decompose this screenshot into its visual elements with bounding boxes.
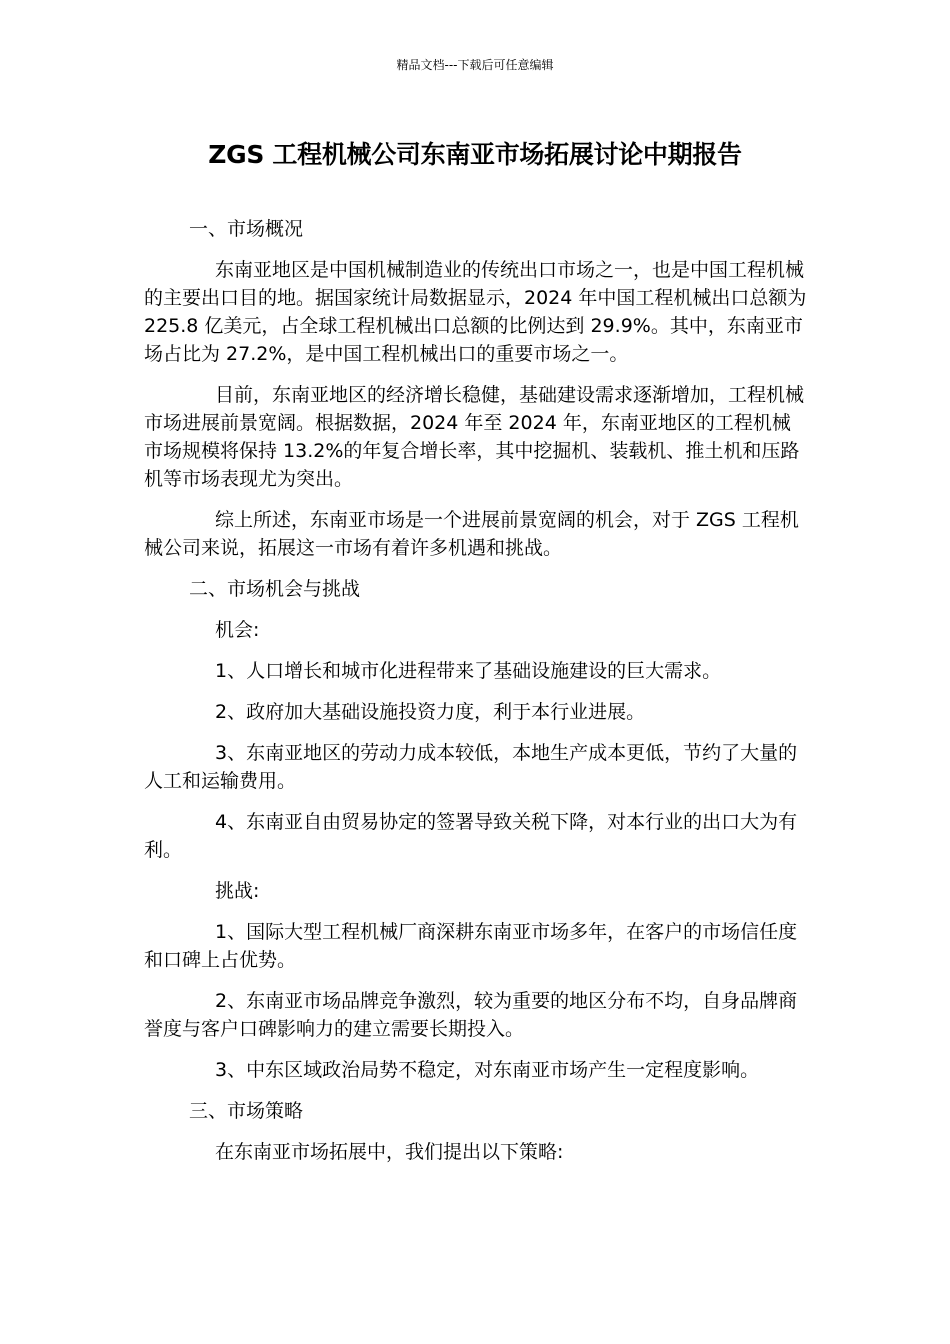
document-body xyxy=(144,215,808,1179)
opportunities-label: 机会: xyxy=(215,619,260,641)
section-heading-market-overview: 一、市场概况 xyxy=(189,218,304,240)
opportunity-item-2: 2、政府加大基础设施投资力度，利于本行业进展。 xyxy=(215,701,646,723)
page-header-watermark: 精品文档---下载后可任意编辑 xyxy=(396,58,554,72)
challenge-item-2: 2、东南亚市场品牌竞争激烈，较为重要的地区分布不均，自身品牌商誉度与客户口碑影响力的建立需要长期投入。 xyxy=(144,990,798,1040)
challenge-item-3: 3、中东区域政治局势不稳定，对东南亚市场产生一定程度影响。 xyxy=(215,1059,760,1081)
paragraph-market-growth: 目前，东南亚地区的经济增长稳健，基础建设需求逐渐增加，工程机械市场进展前景宽阔。根据数据，2024 年至 2024 年，东南亚地区的工程机械市场规模将保持 13.2%的年复合增长率，其中挖掘机、装载机、推土机和压路机等市场表现尤为突出。 xyxy=(144,384,805,490)
paragraph-export-overview: 东南亚地区是中国机械制造业的传统出口市场之一，也是中国工程机械的主要出口目的地。据国家统计局数据显示，2024 年中国工程机械出口总额为 225.8 亿美元，占全球工程机械出口总额的比例达到 29.9%。其中，东南亚市场占比为 27.2%，是中国工程机械出口的重要市场之一。 xyxy=(144,259,807,365)
challenge-item-1: 1、国际大型工程机械厂商深耕东南亚市场多年，在客户的市场信任度和口碑上占优势。 xyxy=(144,921,798,971)
section-heading-opportunities-challenges: 二、市场机会与挑战 xyxy=(189,578,361,600)
paragraph-summary: 综上所述，东南亚市场是一个进展前景宽阔的机会，对于 ZGS 工程机械公司来说，拓展这一市场有着许多机遇和挑战。 xyxy=(144,509,799,559)
paragraph-strategy-intro: 在东南亚市场拓展中，我们提出以下策略: xyxy=(215,1141,564,1163)
opportunity-item-3: 3、东南亚地区的劳动力成本较低，本地生产成本更低，节约了大量的人工和运输费用。 xyxy=(144,742,798,792)
opportunity-item-4: 4、东南亚自由贸易协定的签署导致关税下降，对本行业的出口大为有利。 xyxy=(144,811,798,861)
section-heading-market-strategy: 三、市场策略 xyxy=(189,1100,304,1122)
challenges-label: 挑战: xyxy=(215,880,260,902)
document-title: ZGS 工程机械公司东南亚市场拓展讨论中期报告 xyxy=(208,140,742,169)
opportunity-item-1: 1、人口增长和城市化进程带来了基础设施建设的巨大需求。 xyxy=(215,660,722,682)
